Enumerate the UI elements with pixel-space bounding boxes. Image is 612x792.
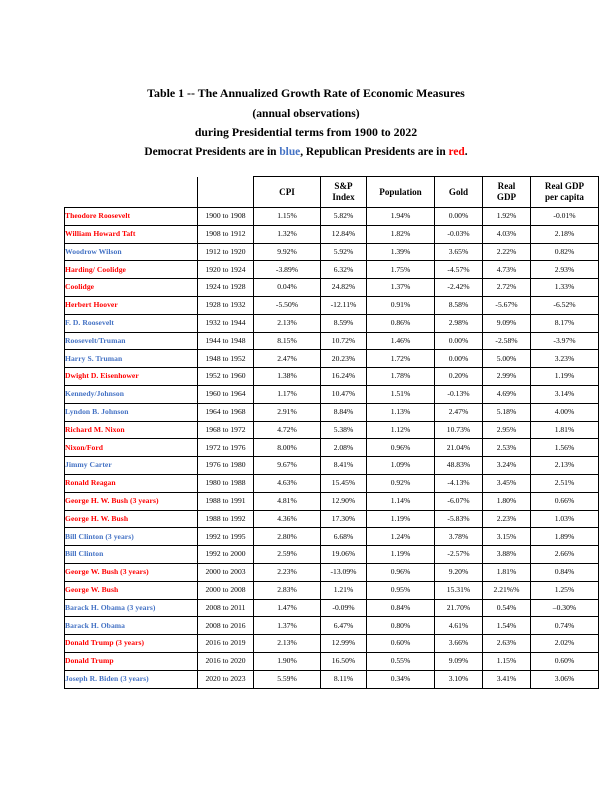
president-name-cell: Dwight D. Eisenhower [65, 368, 198, 386]
cpi-cell: 1.37% [254, 617, 321, 635]
gold-cell: 21.70% [435, 599, 483, 617]
real-gdp-per-capita-cell: 0.74% [531, 617, 599, 635]
column-header-sp-label: S&P [334, 181, 353, 192]
president-name-cell: Herbert Hoover [65, 296, 198, 314]
table-row [65, 670, 599, 688]
population-cell: 0.95% [367, 581, 435, 599]
real-gdp-cell: 1.54% [483, 617, 531, 635]
term-period-cell: 1932 to 1944 [198, 314, 254, 332]
real-gdp-per-capita-cell: 2.18% [531, 225, 599, 243]
cpi-cell: 9.92% [254, 243, 321, 261]
table-row [65, 243, 599, 261]
gold-cell: 2.98% [435, 314, 483, 332]
cpi-cell: 2.59% [254, 546, 321, 564]
term-period-cell: 1908 to 1912 [198, 225, 254, 243]
real-gdp-per-capita-cell: 0.60% [531, 652, 599, 670]
population-cell: 1.46% [367, 332, 435, 350]
president-name-cell: William Howard Taft [65, 225, 198, 243]
president-name-cell: Nixon/Ford [65, 439, 198, 457]
president-name-cell: Jimmy Carter [65, 457, 198, 475]
sp-index-cell: 10.72% [321, 332, 367, 350]
population-cell: 0.34% [367, 670, 435, 688]
gold-cell: 0.00% [435, 332, 483, 350]
real-gdp-per-capita-cell: -3.97% [531, 332, 599, 350]
term-period-cell: 2020 to 2023 [198, 670, 254, 688]
real-gdp-cell: 2.99% [483, 368, 531, 386]
president-name-cell: George H. W. Bush (3 years) [65, 492, 198, 510]
sp-index-cell: 17.30% [321, 510, 367, 528]
population-cell: 1.24% [367, 528, 435, 546]
table-row [65, 261, 599, 279]
table-row [65, 528, 599, 546]
table-row [65, 332, 599, 350]
column-header-real-gdp-pc-label: Real GDP [544, 181, 585, 192]
cpi-cell: 2.91% [254, 403, 321, 421]
term-period-cell: 1988 to 1992 [198, 510, 254, 528]
president-name-cell: Coolidge [65, 279, 198, 297]
president-name-cell: George W. Bush [65, 581, 198, 599]
sp-index-cell: 24.82% [321, 279, 367, 297]
real-gdp-per-capita-cell: 0.82% [531, 243, 599, 261]
gold-cell: -2.42% [435, 279, 483, 297]
population-cell: 1.72% [367, 350, 435, 368]
column-header-cpi-label: CPI [279, 186, 295, 197]
term-period-cell: 2000 to 2003 [198, 563, 254, 581]
table-header [65, 177, 599, 208]
column-header-sp-label-line2: Index [332, 192, 355, 202]
sp-index-cell: 20.23% [321, 350, 367, 368]
real-gdp-cell: -5.67% [483, 296, 531, 314]
president-name-cell: Theodore Roosevelt [65, 208, 198, 226]
population-cell: 0.96% [367, 563, 435, 581]
gold-cell: -6.07% [435, 492, 483, 510]
real-gdp-per-capita-cell: 0.66% [531, 492, 599, 510]
table-row [65, 510, 599, 528]
president-name-cell: Richard M. Nixon [65, 421, 198, 439]
cpi-cell: 5.59% [254, 670, 321, 688]
term-period-cell: 1992 to 2000 [198, 546, 254, 564]
gold-cell: -0.03% [435, 225, 483, 243]
president-name-cell: George W. Bush (3 years) [65, 563, 198, 581]
term-period-cell: 1972 to 1976 [198, 439, 254, 457]
cpi-cell: 2.80% [254, 528, 321, 546]
gold-cell: 0.00% [435, 350, 483, 368]
sp-index-cell: 10.47% [321, 385, 367, 403]
table-row [65, 581, 599, 599]
gold-cell: 4.61% [435, 617, 483, 635]
table-row [65, 421, 599, 439]
cpi-cell: -5.50% [254, 296, 321, 314]
population-cell: 1.37% [367, 279, 435, 297]
real-gdp-cell: 3.45% [483, 474, 531, 492]
sp-index-cell: 6.32% [321, 261, 367, 279]
gold-cell: 15.31% [435, 581, 483, 599]
president-name-cell: Barack H. Obama (3 years) [65, 599, 198, 617]
sp-index-cell: -12.11% [321, 296, 367, 314]
cpi-cell: 2.23% [254, 563, 321, 581]
real-gdp-cell: 2.72% [483, 279, 531, 297]
gold-cell: -4.13% [435, 474, 483, 492]
table-row [65, 635, 599, 653]
cpi-cell: 1.47% [254, 599, 321, 617]
term-period-cell: 2016 to 2020 [198, 652, 254, 670]
president-name-cell: Donald Trump [65, 652, 198, 670]
gold-cell: 2.47% [435, 403, 483, 421]
cpi-cell: 2.13% [254, 314, 321, 332]
legend-democrat-color-word: blue [279, 145, 301, 158]
real-gdp-cell: 1.15% [483, 652, 531, 670]
population-cell: 1.14% [367, 492, 435, 510]
column-header-population [367, 177, 435, 208]
table-row [65, 457, 599, 475]
real-gdp-cell: 3.24% [483, 457, 531, 475]
sp-index-cell: 8.84% [321, 403, 367, 421]
table-row [65, 599, 599, 617]
population-cell: 0.60% [367, 635, 435, 653]
sp-index-cell: 1.21% [321, 581, 367, 599]
real-gdp-per-capita-cell: 1.89% [531, 528, 599, 546]
cpi-cell: -3.89% [254, 261, 321, 279]
term-period-cell: 1964 to 1968 [198, 403, 254, 421]
president-name-cell: Harry S. Truman [65, 350, 198, 368]
real-gdp-per-capita-cell: 2.13% [531, 457, 599, 475]
gold-cell: 9.20% [435, 563, 483, 581]
sp-index-cell: 5.38% [321, 421, 367, 439]
sp-index-cell: 8.41% [321, 457, 367, 475]
president-name-cell: Harding/ Coolidge [65, 261, 198, 279]
population-cell: 1.75% [367, 261, 435, 279]
column-header-cpi [254, 177, 321, 208]
sp-index-cell: -0.09% [321, 599, 367, 617]
president-name-cell: Donald Trump (3 years) [65, 635, 198, 653]
real-gdp-cell: 4.73% [483, 261, 531, 279]
term-period-cell: 1960 to 1964 [198, 385, 254, 403]
sp-index-cell: -13.09% [321, 563, 367, 581]
growth-rate-table-container [64, 176, 598, 689]
table-row [65, 350, 599, 368]
president-name-cell: Barack H. Obama [65, 617, 198, 635]
cpi-cell: 1.32% [254, 225, 321, 243]
legend-republican-prefix: , Republican Presidents are in [300, 145, 449, 158]
table-row [65, 546, 599, 564]
term-period-cell: 1976 to 1980 [198, 457, 254, 475]
gold-cell: 3.65% [435, 243, 483, 261]
real-gdp-cell: 3.15% [483, 528, 531, 546]
legend-democrat-prefix: Democrat Presidents are in [144, 145, 280, 158]
population-cell: 0.80% [367, 617, 435, 635]
gold-cell: 10.73% [435, 421, 483, 439]
real-gdp-per-capita-cell: -6.52% [531, 296, 599, 314]
legend-republican-color-word: red [448, 145, 465, 158]
gold-cell: -4.57% [435, 261, 483, 279]
population-cell: 1.12% [367, 421, 435, 439]
gold-cell: -2.57% [435, 546, 483, 564]
title-subline-terms: during Presidential terms from 1900 to 2022 [194, 125, 418, 139]
population-cell: 1.78% [367, 368, 435, 386]
real-gdp-per-capita-cell: 4.00% [531, 403, 599, 421]
cpi-cell: 8.15% [254, 332, 321, 350]
table-row [65, 652, 599, 670]
table-header-row [65, 177, 599, 208]
table-row [65, 617, 599, 635]
column-header-real-gdp-label: Real [497, 181, 516, 192]
real-gdp-per-capita-cell: 1.25% [531, 581, 599, 599]
population-cell: 1.13% [367, 403, 435, 421]
real-gdp-cell: 2.63% [483, 635, 531, 653]
cpi-cell: 4.63% [254, 474, 321, 492]
term-period-cell: 1944 to 1948 [198, 332, 254, 350]
term-period-cell: 1924 to 1928 [198, 279, 254, 297]
real-gdp-cell: 5.18% [483, 403, 531, 421]
real-gdp-per-capita-cell: 8.17% [531, 314, 599, 332]
gold-cell: 3.78% [435, 528, 483, 546]
real-gdp-per-capita-cell: 3.14% [531, 385, 599, 403]
president-name-cell: Woodrow Wilson [65, 243, 198, 261]
sp-index-cell: 16.50% [321, 652, 367, 670]
column-header-real-gdp-label-line2: GDP [496, 192, 517, 202]
real-gdp-cell: 3.41% [483, 670, 531, 688]
table-row [65, 474, 599, 492]
population-cell: 1.09% [367, 457, 435, 475]
population-cell: 0.84% [367, 599, 435, 617]
real-gdp-cell: 5.00% [483, 350, 531, 368]
term-period-cell: 1992 to 1995 [198, 528, 254, 546]
cpi-cell: 1.17% [254, 385, 321, 403]
gold-cell: 0.00% [435, 208, 483, 226]
table-row [65, 439, 599, 457]
real-gdp-cell: 2.22% [483, 243, 531, 261]
table-body [65, 208, 599, 689]
population-cell: 1.39% [367, 243, 435, 261]
table-row [65, 385, 599, 403]
sp-index-cell: 6.68% [321, 528, 367, 546]
term-period-cell: 2008 to 2011 [198, 599, 254, 617]
cpi-cell: 2.47% [254, 350, 321, 368]
president-name-cell: Bill Clinton (3 years) [65, 528, 198, 546]
population-cell: 1.19% [367, 546, 435, 564]
real-gdp-per-capita-cell: 1.56% [531, 439, 599, 457]
real-gdp-cell: 2.95% [483, 421, 531, 439]
real-gdp-per-capita-cell: 2.51% [531, 474, 599, 492]
column-header-period [198, 177, 254, 208]
term-period-cell: 2008 to 2016 [198, 617, 254, 635]
real-gdp-per-capita-cell: 2.93% [531, 261, 599, 279]
cpi-cell: 1.90% [254, 652, 321, 670]
real-gdp-per-capita-cell: 1.33% [531, 279, 599, 297]
sp-index-cell: 8.59% [321, 314, 367, 332]
real-gdp-cell: 9.09% [483, 314, 531, 332]
column-header-gold-label: Gold [448, 186, 469, 197]
gold-cell: 3.10% [435, 670, 483, 688]
title-legend-line [0, 143, 612, 163]
term-period-cell: 1980 to 1988 [198, 474, 254, 492]
gold-cell: 0.20% [435, 368, 483, 386]
sp-index-cell: 12.99% [321, 635, 367, 653]
president-name-cell: F. D. Roosevelt [65, 314, 198, 332]
real-gdp-per-capita-cell: 1.03% [531, 510, 599, 528]
population-cell: 1.94% [367, 208, 435, 226]
column-header-gold [435, 177, 483, 208]
real-gdp-cell: 4.69% [483, 385, 531, 403]
term-period-cell: 2000 to 2008 [198, 581, 254, 599]
real-gdp-cell: 2.23% [483, 510, 531, 528]
real-gdp-per-capita-cell: 1.19% [531, 368, 599, 386]
president-name-cell: Ronald Reagan [65, 474, 198, 492]
table-title-block [0, 84, 612, 162]
term-period-cell: 1968 to 1972 [198, 421, 254, 439]
column-header-population-label: Population [379, 186, 422, 197]
real-gdp-cell: -2.58% [483, 332, 531, 350]
population-cell: 0.91% [367, 296, 435, 314]
cpi-cell: 2.83% [254, 581, 321, 599]
sp-index-cell: 12.84% [321, 225, 367, 243]
sp-index-cell: 5.92% [321, 243, 367, 261]
population-cell: 1.82% [367, 225, 435, 243]
term-period-cell: 1948 to 1952 [198, 350, 254, 368]
sp-index-cell: 5.82% [321, 208, 367, 226]
gold-cell: 48.83% [435, 457, 483, 475]
column-header-real-gdp [483, 177, 531, 208]
real-gdp-cell: 1.81% [483, 563, 531, 581]
column-header-real-gdp-per-capita [531, 177, 599, 208]
page-title: Table 1 -- The Annualized Growth Rate of Economic Measures [147, 86, 465, 100]
president-name-cell: Roosevelt/Truman [65, 332, 198, 350]
gold-cell: -0.13% [435, 385, 483, 403]
sp-index-cell: 12.90% [321, 492, 367, 510]
president-name-cell: George H. W. Bush [65, 510, 198, 528]
column-header-president [65, 177, 198, 208]
population-cell: 0.55% [367, 652, 435, 670]
gold-cell: 9.09% [435, 652, 483, 670]
cpi-cell: 4.36% [254, 510, 321, 528]
real-gdp-per-capita-cell: 1.81% [531, 421, 599, 439]
gold-cell: -5.83% [435, 510, 483, 528]
population-cell: 1.19% [367, 510, 435, 528]
sp-index-cell: 2.08% [321, 439, 367, 457]
sp-index-cell: 16.24% [321, 368, 367, 386]
population-cell: 0.86% [367, 314, 435, 332]
cpi-cell: 2.13% [254, 635, 321, 653]
real-gdp-cell: 2.21%% [483, 581, 531, 599]
real-gdp-per-capita-cell: 2.02% [531, 635, 599, 653]
table-row [65, 208, 599, 226]
term-period-cell: 1900 to 1908 [198, 208, 254, 226]
table-row [65, 225, 599, 243]
cpi-cell: 4.81% [254, 492, 321, 510]
table-row [65, 296, 599, 314]
title-subline-observations: (annual observations) [252, 106, 360, 120]
term-period-cell: 1920 to 1924 [198, 261, 254, 279]
term-period-cell: 1928 to 1932 [198, 296, 254, 314]
president-name-cell: Lyndon B. Johnson [65, 403, 198, 421]
gold-cell: 8.58% [435, 296, 483, 314]
real-gdp-per-capita-cell: 3.23% [531, 350, 599, 368]
table-row [65, 492, 599, 510]
cpi-cell: 1.15% [254, 208, 321, 226]
real-gdp-per-capita-cell: 2.66% [531, 546, 599, 564]
cpi-cell: 1.38% [254, 368, 321, 386]
population-cell: 0.96% [367, 439, 435, 457]
real-gdp-cell: 4.03% [483, 225, 531, 243]
real-gdp-cell: 1.92% [483, 208, 531, 226]
sp-index-cell: 6.47% [321, 617, 367, 635]
president-name-cell: Bill Clinton [65, 546, 198, 564]
real-gdp-cell: 2.53% [483, 439, 531, 457]
real-gdp-per-capita-cell: –0.30% [531, 599, 599, 617]
real-gdp-per-capita-cell: -0.01% [531, 208, 599, 226]
column-header-real-gdp-pc-label-line2: per capita [545, 192, 584, 202]
table-row [65, 314, 599, 332]
table-row [65, 403, 599, 421]
gold-cell: 3.66% [435, 635, 483, 653]
gold-cell: 21.04% [435, 439, 483, 457]
real-gdp-cell: 0.54% [483, 599, 531, 617]
term-period-cell: 2016 to 2019 [198, 635, 254, 653]
term-period-cell: 1952 to 1960 [198, 368, 254, 386]
table-row [65, 563, 599, 581]
real-gdp-cell: 3.88% [483, 546, 531, 564]
cpi-cell: 9.67% [254, 457, 321, 475]
real-gdp-cell: 1.80% [483, 492, 531, 510]
sp-index-cell: 15.45% [321, 474, 367, 492]
table-row [65, 368, 599, 386]
growth-rate-table [64, 176, 599, 689]
cpi-cell: 4.72% [254, 421, 321, 439]
sp-index-cell: 8.11% [321, 670, 367, 688]
real-gdp-per-capita-cell: 0.84% [531, 563, 599, 581]
sp-index-cell: 19.06% [321, 546, 367, 564]
president-name-cell: Joseph R. Biden (3 years) [65, 670, 198, 688]
term-period-cell: 1988 to 1991 [198, 492, 254, 510]
population-cell: 0.92% [367, 474, 435, 492]
cpi-cell: 8.00% [254, 439, 321, 457]
real-gdp-per-capita-cell: 3.06% [531, 670, 599, 688]
population-cell: 1.51% [367, 385, 435, 403]
cpi-cell: 0.04% [254, 279, 321, 297]
term-period-cell: 1912 to 1920 [198, 243, 254, 261]
president-name-cell: Kennedy/Johnson [65, 385, 198, 403]
column-header-sp-index [321, 177, 367, 208]
table-row [65, 279, 599, 297]
legend-period: . [464, 145, 468, 158]
